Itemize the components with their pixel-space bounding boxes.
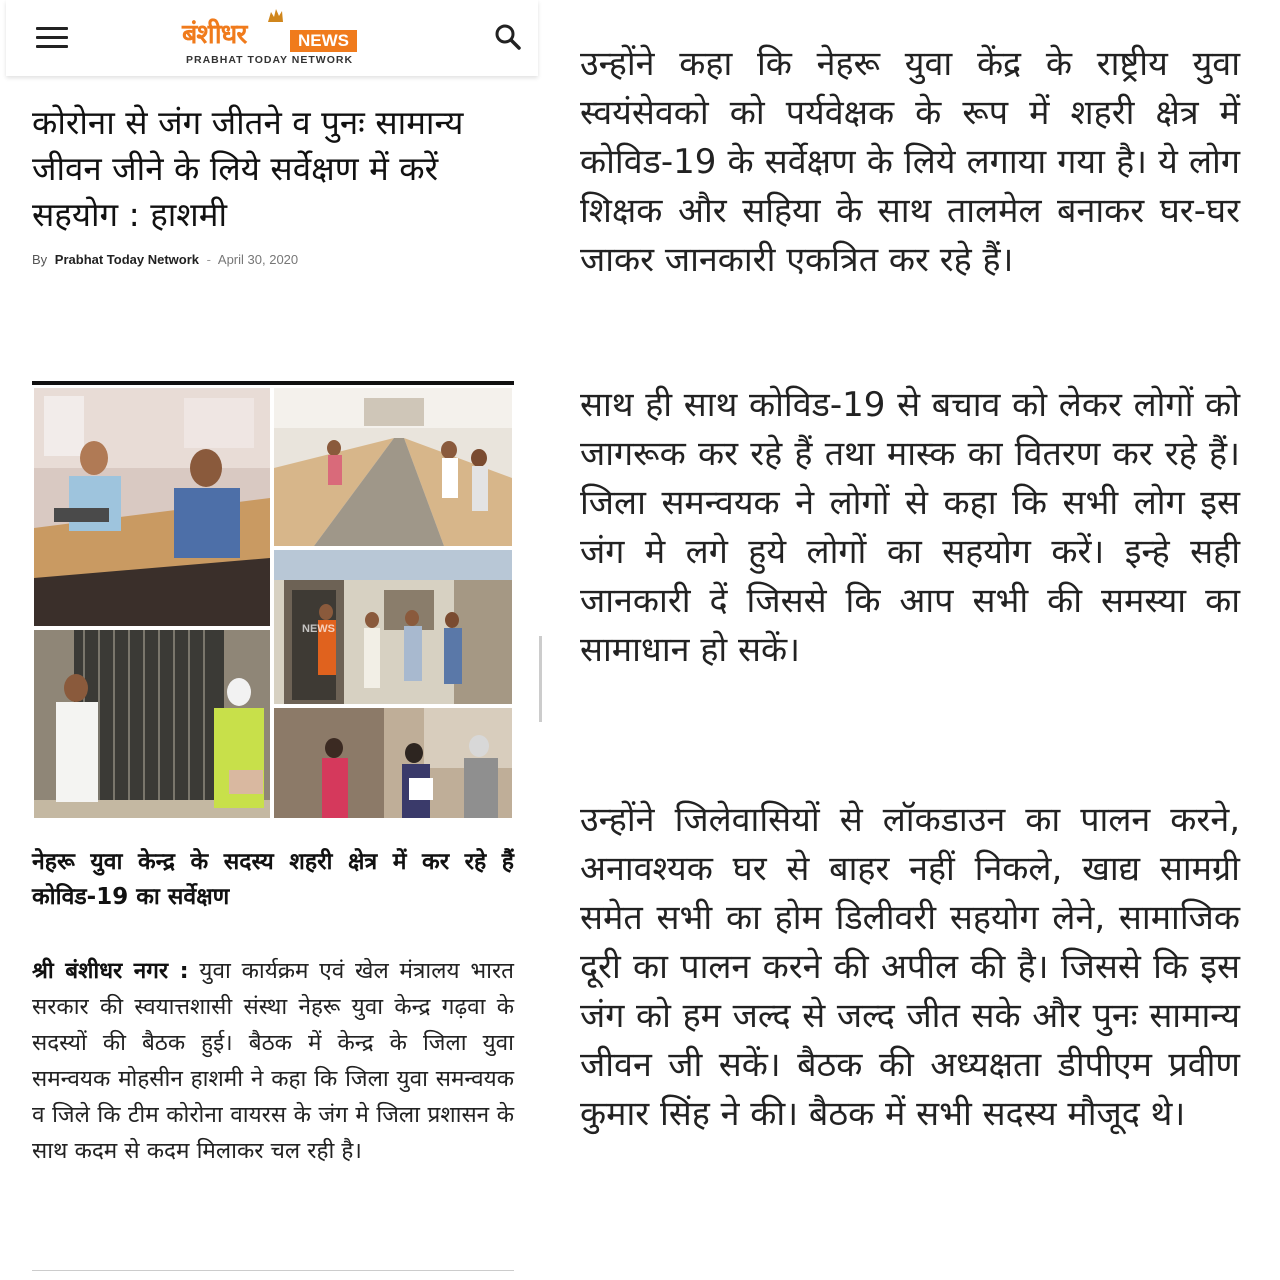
dateline: श्री बंशीधर नगर : xyxy=(32,958,189,984)
mobile-article-screen xyxy=(0,0,545,1280)
byline-separator: - xyxy=(206,252,211,267)
search-icon[interactable] xyxy=(492,22,524,54)
logo-brand-text: बंशीधर xyxy=(182,19,247,50)
publish-date: April 30, 2020 xyxy=(217,252,299,267)
featured-image-collage[interactable] xyxy=(32,386,514,820)
lead-text: युवा कार्यक्रम एवं खेल मंत्रालय भारत सरकार की स्वयात्तशासी संस्था नेहरू युवा केन्द्र गढ़वा के सदस्यों की बैठक हुई। बैठक में केन्द्र के जिला युवा समन्वयक मोहसीन हाशमी ने कहा कि जिला युवा समन्वयक व जिले कि टीम कोरोना वायरस के जंग मे जिला प्रशासन के साथ कदम से कदम मिलाकर चल रही है। xyxy=(32,958,514,1164)
continuation-paragraph-2: साथ ही साथ कोविड-19 से बचाव को लेकर लोगों को जागरूक कर रहे हैं तथा मास्क का वितरण कर रहे हैं। जिला समन्वयक ने लोगों से कहा कि सभी लोग इस जंग मे लगे हुये लोगों का सहयोग करें। इन्हे सही जानकारी दें जिससे कि आप सभी की समस्या का सामाधान हो सकें। xyxy=(580,385,1240,670)
photo-field-survey xyxy=(274,708,512,818)
article-lead-paragraph xyxy=(32,953,514,1169)
top-navigation-bar xyxy=(6,0,538,76)
image-caption: नेहरू युवा केन्द्र के सदस्य शहरी क्षेत्र में कर रहे हैं कोविड-19 का सर्वेक्षण xyxy=(32,849,514,910)
hamburger-menu-icon[interactable] xyxy=(36,24,70,50)
photo-office-meeting xyxy=(34,388,270,626)
logo-flame-icon xyxy=(266,8,284,22)
article-headline: कोरोना से जंग जीतने व पुनः सामान्य जीवन जीने के लिये सर्वेक्षण में करें सहयोग : हाशमी xyxy=(32,103,464,234)
photo-conference-hall xyxy=(274,388,512,546)
scrollbar-thumb[interactable] xyxy=(539,636,542,722)
logo-network-text: PRABHAT TODAY NETWORK xyxy=(186,54,354,66)
byline-prefix: By xyxy=(32,252,48,267)
article-byline xyxy=(32,252,298,267)
site-logo[interactable] xyxy=(182,8,374,68)
photo-watermark-text: NEWS xyxy=(302,623,335,635)
photo-door-survey xyxy=(34,630,270,818)
continuation-paragraph-1: उन्होंने कहा कि नेहरू युवा केंद्र के राष्ट्रीय युवा स्वयंसेवको को पर्यवेक्षक के रूप में शहरी क्षेत्र में कोविड-19 के सर्वेक्षण के लिये लगाया गया है। ये लोग शिक्षक और सहिया के साथ तालमेल बनाकर घर-घर जाकर जानकारी एकत्रित कर रहे हैं। xyxy=(580,44,1240,280)
bottom-rule xyxy=(32,1270,514,1271)
continuation-paragraph-3: उन्होंने जिलेवासियों से लॉकडाउन का पालन करने, अनावश्यक घर से बाहर नहीं निकले, खाद्य सामग्री समेत सभी का होम डिलीवरी सहयोग लेने, सामाजिक दूरी का पालन करने की अपील की है। जिससे कि इस जंग को हम जल्द से जल्द जीत सके और पुनः सामान्य जीवन जी सकें। बैठक की अध्यक्षता डीपीएम प्रवीण कुमार सिंह ने की। बैठक में सभी सदस्य मौजूद थे। xyxy=(580,800,1240,1134)
photo-outdoor-group xyxy=(274,550,512,704)
author-link[interactable]: Prabhat Today Network xyxy=(54,252,200,267)
logo-news-badge: NEWS xyxy=(290,30,357,52)
image-top-rule xyxy=(32,381,514,385)
